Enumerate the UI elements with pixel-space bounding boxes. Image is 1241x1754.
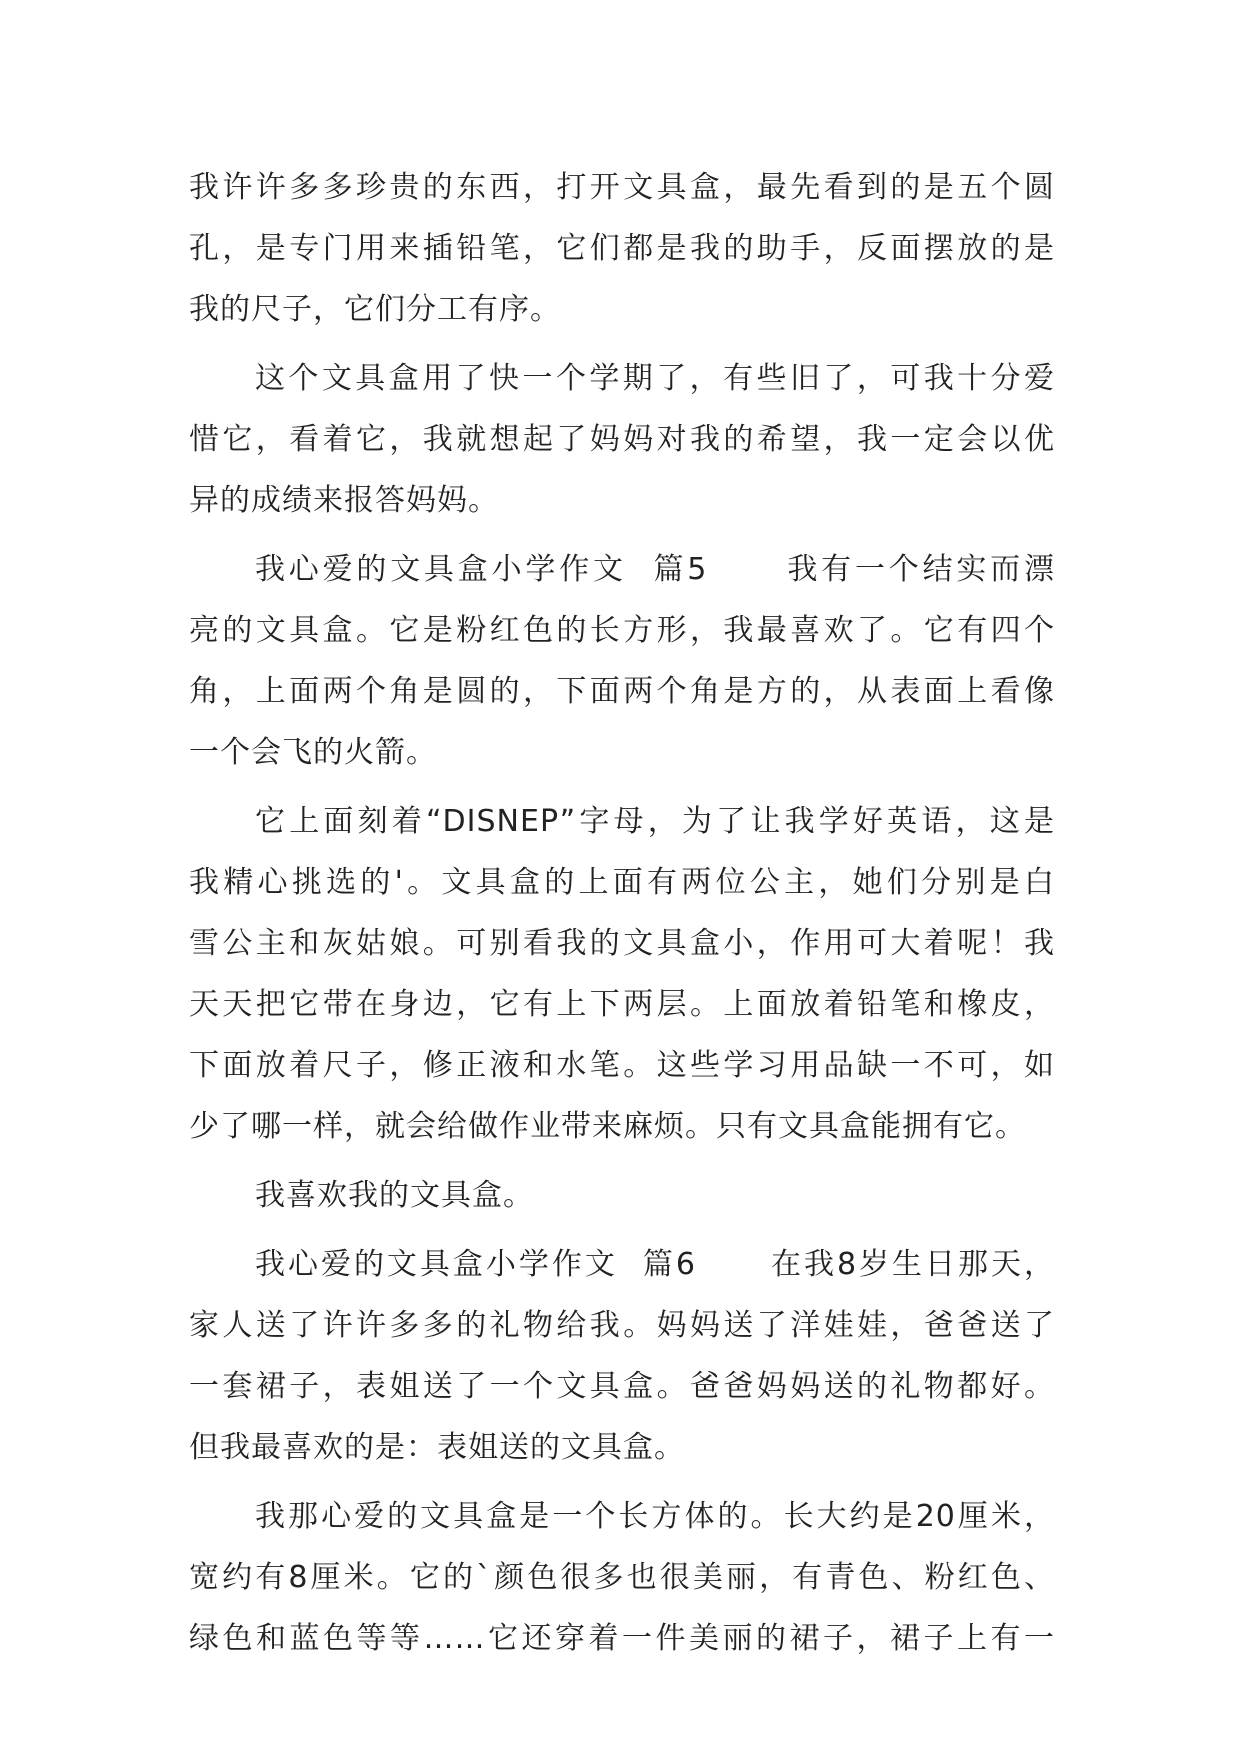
document-body [189,157,1055,1669]
text-line: 我喜欢我的文具盒。 [255,1178,534,1213]
text-line: 下面放着尺子，修正液和水笔。这些学习用品缺一不可，如 [189,1048,1055,1083]
paragraph [189,1165,1055,1226]
text-line: 少了哪一样，就会给做作业带来麻烦。只有文具盒能拥有它。 [189,1109,1026,1144]
text-line: 它上面刻着“DISNEP”字母，为了让我学好英语，这是 [255,804,1055,839]
paragraph [189,1486,1055,1669]
text-line: 亮的文具盒。它是粉红色的长方形，我最喜欢了。它有四个 [189,613,1055,648]
text-line: 这个文具盒用了快一个学期了，有些旧了，可我十分爱 [255,361,1055,396]
text-line: 角，上面两个角是圆的，下面两个角是方的，从表面上看像 [189,674,1055,709]
text-line: 我那心爱的文具盒是一个长方体的。长大约是20厘米， [255,1499,1055,1534]
text-line: 天天把它带在身边，它有上下两层。上面放着铅笔和橡皮， [189,987,1055,1022]
paragraph [189,348,1055,531]
section-heading-line: 我心爱的文具盒小学作文 篇5 我有一个结实而漂 [255,552,1055,587]
text-line: 家人送了许许多多的礼物给我。妈妈送了洋娃娃，爸爸送了 [189,1308,1055,1343]
text-line: 一套裙子，表姐送了一个文具盒。爸爸妈妈送的礼物都好。 [189,1369,1055,1404]
text-line: 但我最喜欢的是：表姐送的文具盒。 [189,1430,685,1465]
text-line: 孔，是专门用来插铅笔，它们都是我的助手，反面摆放的是 [189,231,1055,266]
paragraph [189,1234,1055,1478]
text-line: 绿色和蓝色等等……它还穿着一件美丽的裙子，裙子上有一 [189,1621,1055,1656]
text-line: 我许许多多珍贵的东西，打开文具盒，最先看到的是五个圆 [189,170,1055,205]
text-line: 雪公主和灰姑娘。可别看我的文具盒小，作用可大着呢！我 [189,926,1055,961]
paragraph [189,157,1055,340]
text-line: 惜它，看着它，我就想起了妈妈对我的希望，我一定会以优 [189,422,1055,457]
text-line: 我的尺子，它们分工有序。 [189,292,561,327]
text-line: 异的成绩来报答妈妈。 [189,483,499,518]
text-line: 宽约有8厘米。它的`颜色很多也很美丽，有青色、粉红色、 [189,1560,1055,1595]
paragraph [189,539,1055,783]
paragraph [189,791,1055,1157]
text-line: 我精心挑选的'。文具盒的上面有两位公主，她们分别是白 [189,865,1055,900]
text-line: 一个会飞的火箭。 [189,735,437,770]
section-heading-line: 我心爱的文具盒小学作文 篇6 在我8岁生日那天， [255,1247,1055,1282]
